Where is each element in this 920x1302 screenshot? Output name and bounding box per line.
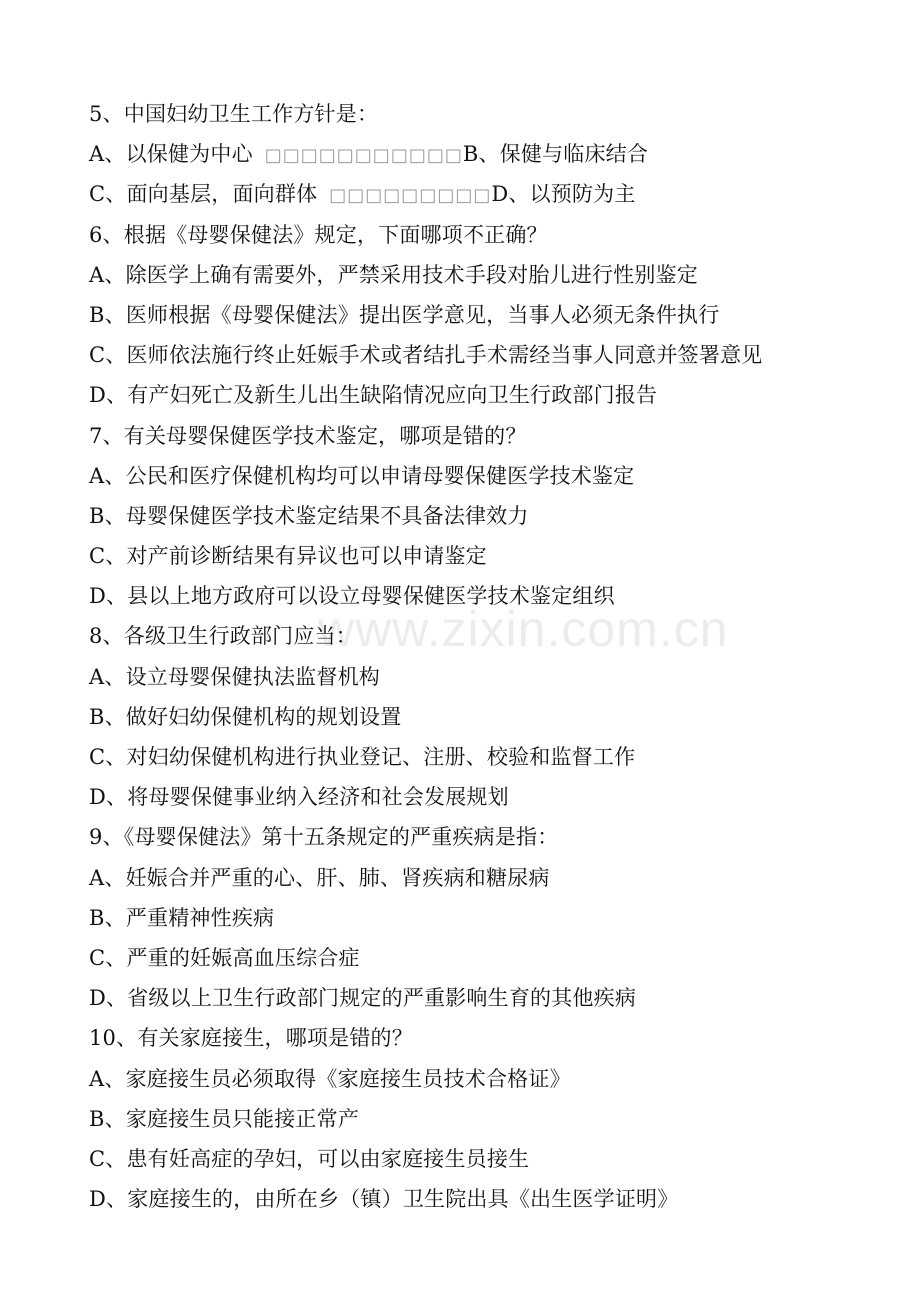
question-5-options-row-2 [89,174,889,214]
question-5-stem: 5、中国妇幼卫生工作方针是： [89,102,379,126]
question-8-option-d: D、将母婴保健事业纳入经济和社会发展规划 [89,785,509,810]
question-10-stem: 10、有关家庭接生，哪项是错的？ [89,1026,413,1051]
question-6-stem: 6、根据《母婴保健法》规定，下面哪项不正确？ [89,222,548,247]
question-5-option-a: A、以保健为中心 [89,142,253,167]
question-8-option-c: C、对妇幼保健机构进行执业登记、注册、校验和监督工作 [89,745,636,769]
question-5-option-c: C、面向基层，面向群体 [89,182,318,207]
question-9-stem: 9、《母婴保健法》第十五条规定的严重疾病是指： [89,825,559,850]
question-10-option-a: A、家庭接生员必须取得《家庭接生员技术合格证》 [89,1066,571,1091]
question-8-option-a: A、设立母婴保健执法监督机构 [89,664,380,689]
placeholder-boxes: □□□□□□□□□ [329,185,492,207]
question-7-option-b: B、母婴保健医学技术鉴定结果不具备法律效力 [89,503,529,528]
question-5-option-b: B、保健与临床结合 [462,142,649,167]
question-10-option-d: D、家庭接生的，由所在乡（镇）卫生院出具《出生医学证明》 [89,1187,679,1212]
placeholder-boxes: □□□□□□□□□□□ [264,145,463,167]
question-5-options-row-1 [89,134,889,174]
question-9-option-a: A、妊娠合并严重的心、肝、肺、肾疾病和糖尿病 [89,865,550,890]
question-6-option-c: C、医师依法施行终止妊娠手术或者结扎手术需经当事人同意并签署意见 [89,343,763,368]
question-6-option-b: B、医师根据《母婴保健法》提出医学意见，当事人必须无条件执行 [89,302,720,327]
question-list [89,94,889,1219]
question-9-option-d: D、省级以上卫生行政部门规定的严重影响生育的其他疾病 [89,986,637,1011]
question-7-option-c: C、对产前诊断结果有异议也可以申请鉴定 [89,544,487,569]
question-6-option-d: D、有产妇死亡及新生儿出生缺陷情况应向卫生行政部门报告 [89,383,658,408]
question-6-option-a: A、除医学上确有需要外，严禁采用技术手段对胎儿进行性别鉴定 [89,262,698,287]
question-7-option-a: A、公民和医疗保健机构均可以申请母婴保健医学技术鉴定 [89,463,635,488]
watermark: www.zixin.com.cn [318,601,729,657]
question-7-option-d: D、县以上地方政府可以设立母婴保健医学技术鉴定组织 [89,584,615,609]
question-8-stem: 8、各级卫生行政部门应当： [89,624,357,649]
question-7-stem: 7、有关母婴保健医学技术鉴定，哪项是错的？ [89,423,527,448]
question-10-option-c: C、患有妊高症的孕妇，可以由家庭接生员接生 [89,1146,530,1171]
question-10-option-b: B、家庭接生员只能接正常产 [89,1106,360,1131]
question-9-option-b: B、严重精神性疾病 [89,905,275,930]
question-5-option-d: D、以预防为主 [491,182,636,207]
question-9-option-c: C、严重的妊娠高血压综合症 [89,945,360,970]
question-8-option-b: B、做好妇幼保健机构的规划设置 [89,704,402,729]
